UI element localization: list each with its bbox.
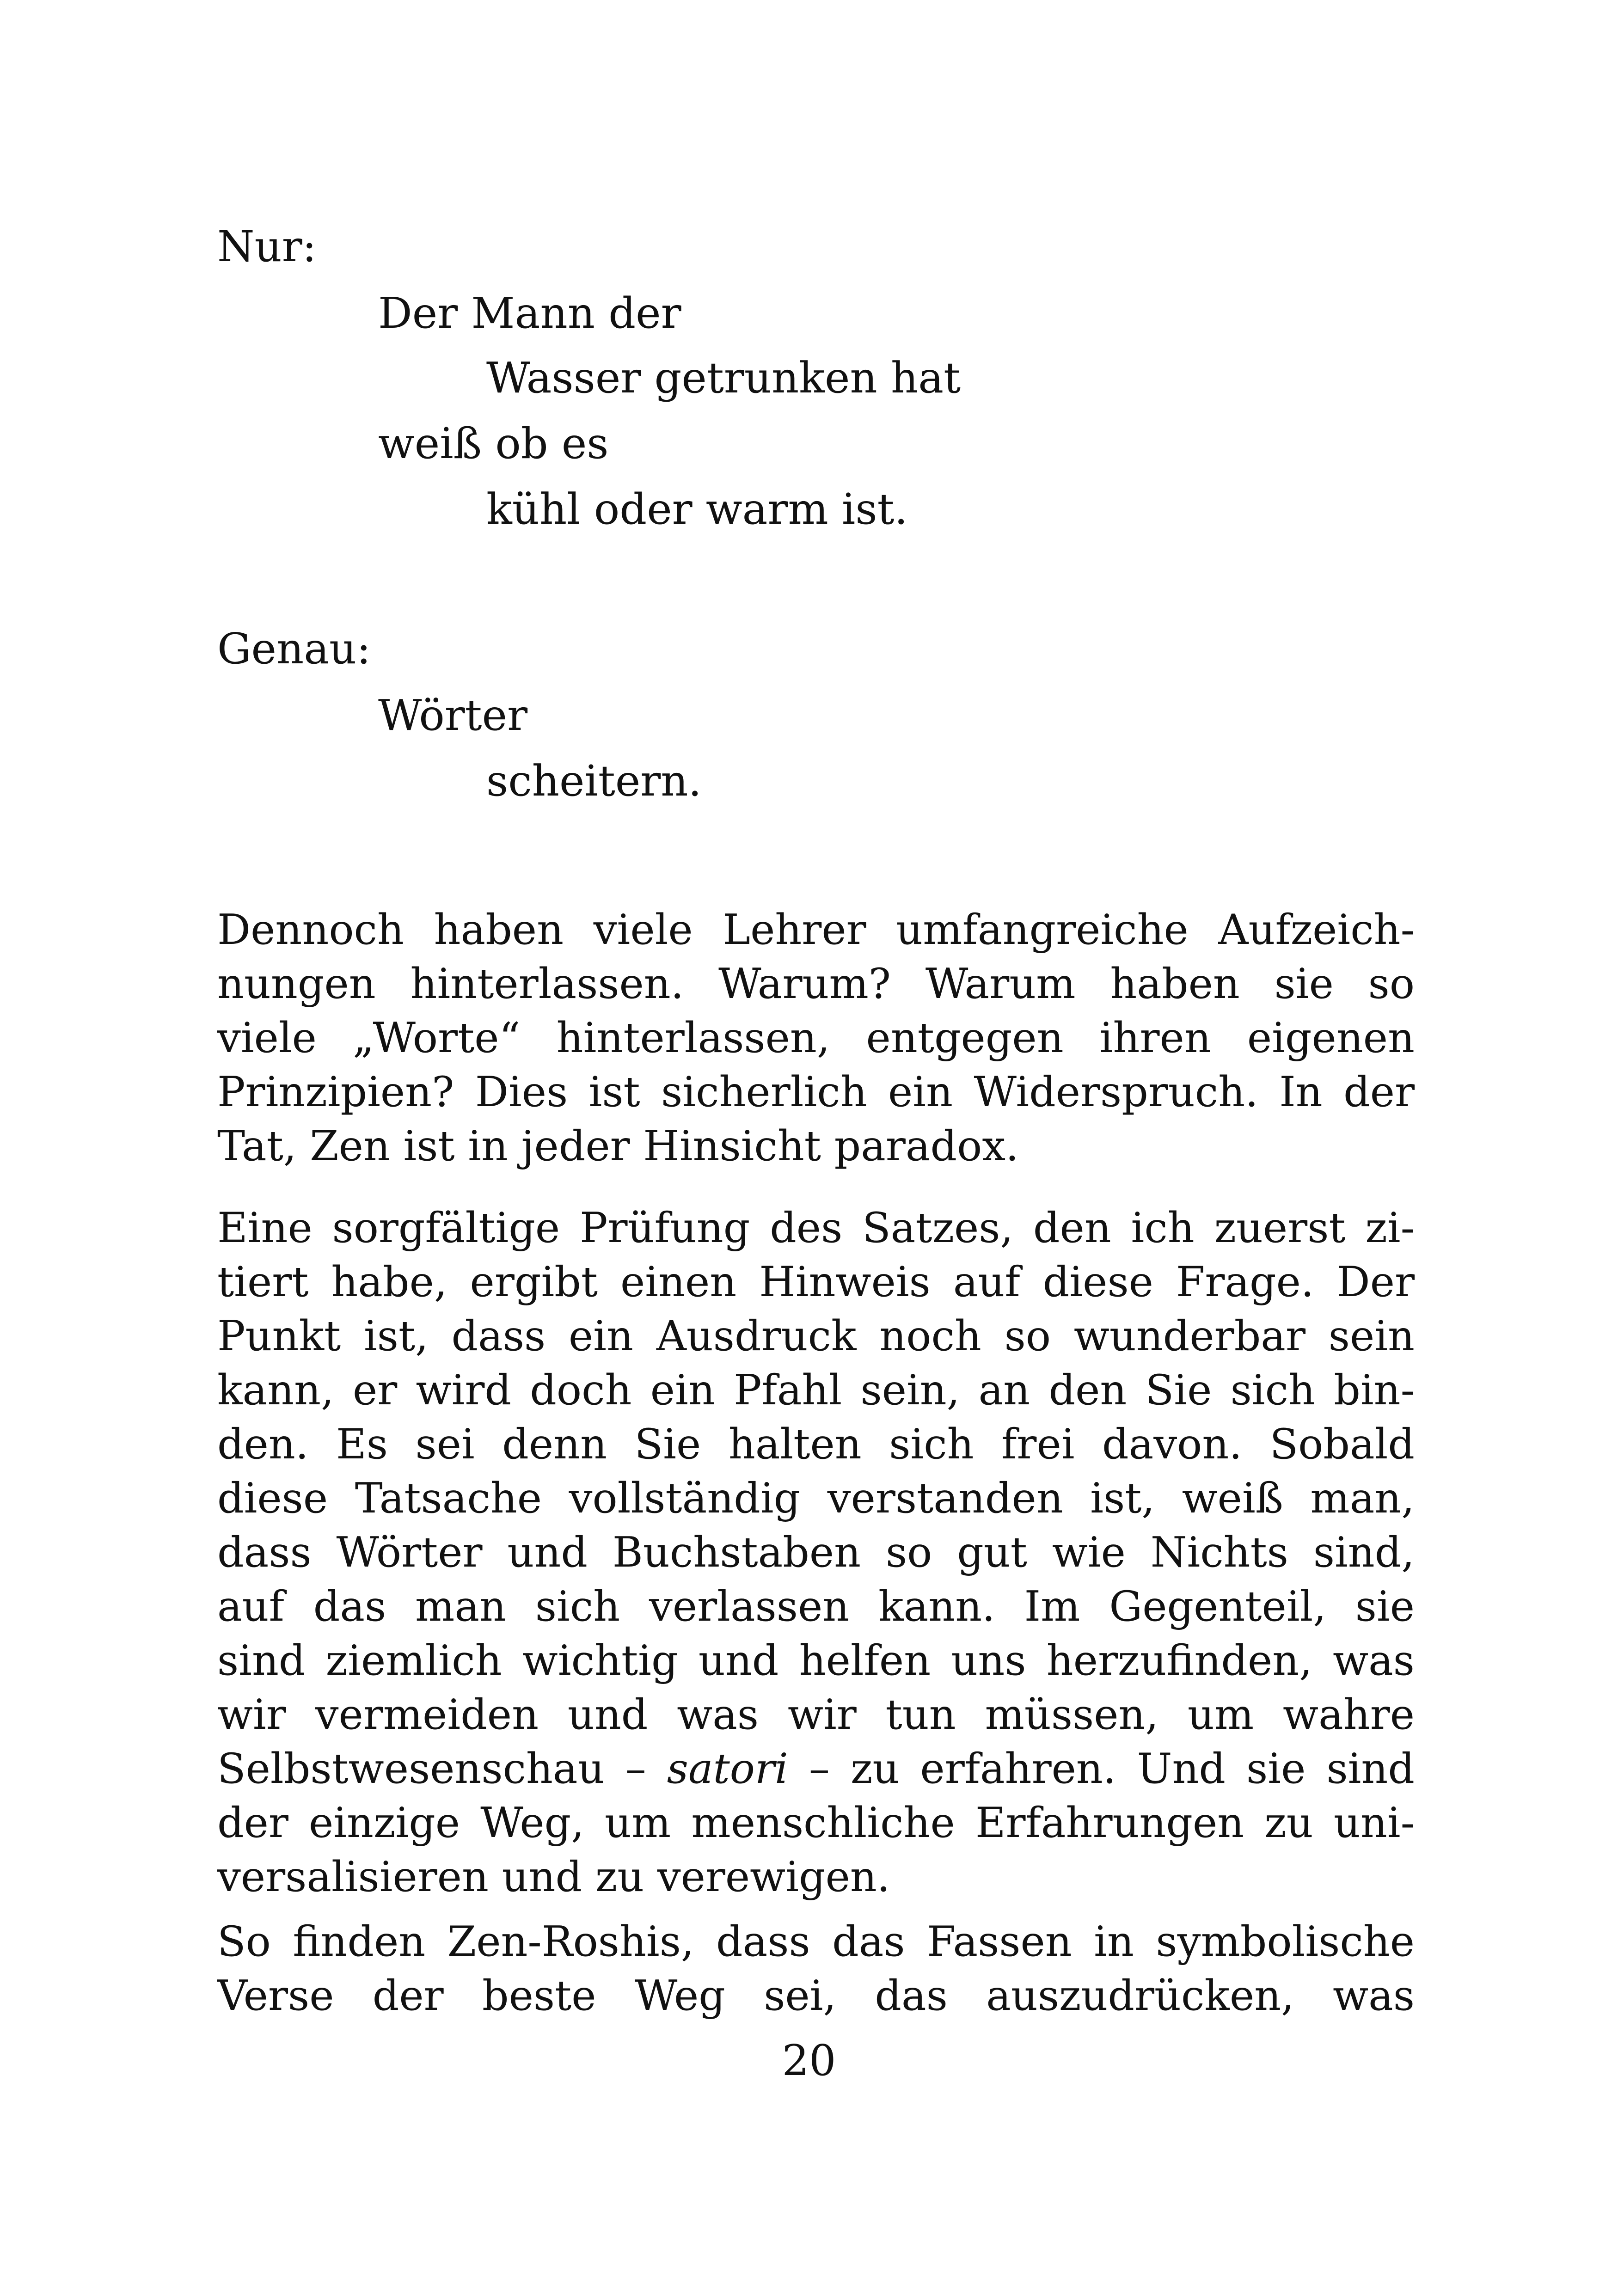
text-line: tiert habe, ergibt einen Hinweis auf diese Frage. Der — [217, 1258, 1415, 1306]
text-line: So finden Zen-Roshis, dass das Fassen in symbolische — [217, 1917, 1415, 1966]
stanza-label-nur: Nur: — [217, 222, 317, 271]
text-segment: Selbstwesenschau – — [217, 1745, 667, 1793]
text-line: nungen hinterlassen. Warum? Warum haben sie so — [217, 960, 1415, 1008]
text-line: dass Wörter und Buchstaben so gut wie Nichts sind, — [217, 1528, 1415, 1577]
paragraph-2 — [217, 1201, 1415, 1904]
verse-line: weiß ob es — [378, 419, 609, 468]
text-line: den. Es sei denn Sie halten sich frei davon. Sobald — [217, 1420, 1415, 1469]
stanza-label-genau: Genau: — [217, 624, 371, 673]
verse-line: Der Mann der — [378, 288, 681, 338]
text-segment: – zu erfahren. Und sie sind — [788, 1745, 1415, 1793]
paragraph-3 — [217, 1915, 1415, 2023]
text-line-satori — [217, 1742, 1415, 1796]
text-line: sind ziemlich wichtig und helfen uns herzufinden, was — [217, 1636, 1415, 1685]
paragraph-1 — [217, 903, 1415, 1173]
text-line: versalisieren und zu verewigen. — [217, 1853, 890, 1901]
text-line: Verse der beste Weg sei, das auszudrücken, was — [217, 1971, 1415, 2020]
text-line: auf das man sich verlassen kann. Im Gegenteil, sie — [217, 1582, 1415, 1631]
text-line: der einzige Weg, um menschliche Erfahrungen zu uni- — [217, 1799, 1415, 1847]
text-line: Tat, Zen ist in jeder Hinsicht paradox. — [217, 1122, 1019, 1170]
page-number: 20 — [782, 2036, 836, 2085]
text-line: wir vermeiden und was wir tun müssen, um wahre — [217, 1690, 1415, 1739]
text-line: viele „Worte“ hinterlassen, entgegen ihren eigenen — [217, 1014, 1415, 1062]
verse-line: kühl oder warm ist. — [486, 484, 908, 534]
verse-line: Wasser getrunken hat — [486, 353, 961, 403]
text-line: diese Tatsache vollständig verstanden ist, weiß man, — [217, 1474, 1415, 1523]
text-line: kann, er wird doch ein Pfahl sein, an den Sie sich bin- — [217, 1366, 1415, 1414]
verse-line: scheitern. — [486, 756, 702, 806]
verse-line: Wörter — [378, 691, 528, 740]
text-line: Eine sorgfältige Prüfung des Satzes, den ich zuerst zi- — [217, 1204, 1415, 1252]
text-line: Dennoch haben viele Lehrer umfangreiche Aufzeich- — [217, 906, 1415, 954]
text-line: Prinzipien? Dies ist sicherlich ein Widerspruch. In der — [217, 1068, 1415, 1116]
text-line: Punkt ist, dass ein Ausdruck noch so wunderbar sein — [217, 1312, 1415, 1360]
italic-term-satori: satori — [667, 1745, 788, 1793]
